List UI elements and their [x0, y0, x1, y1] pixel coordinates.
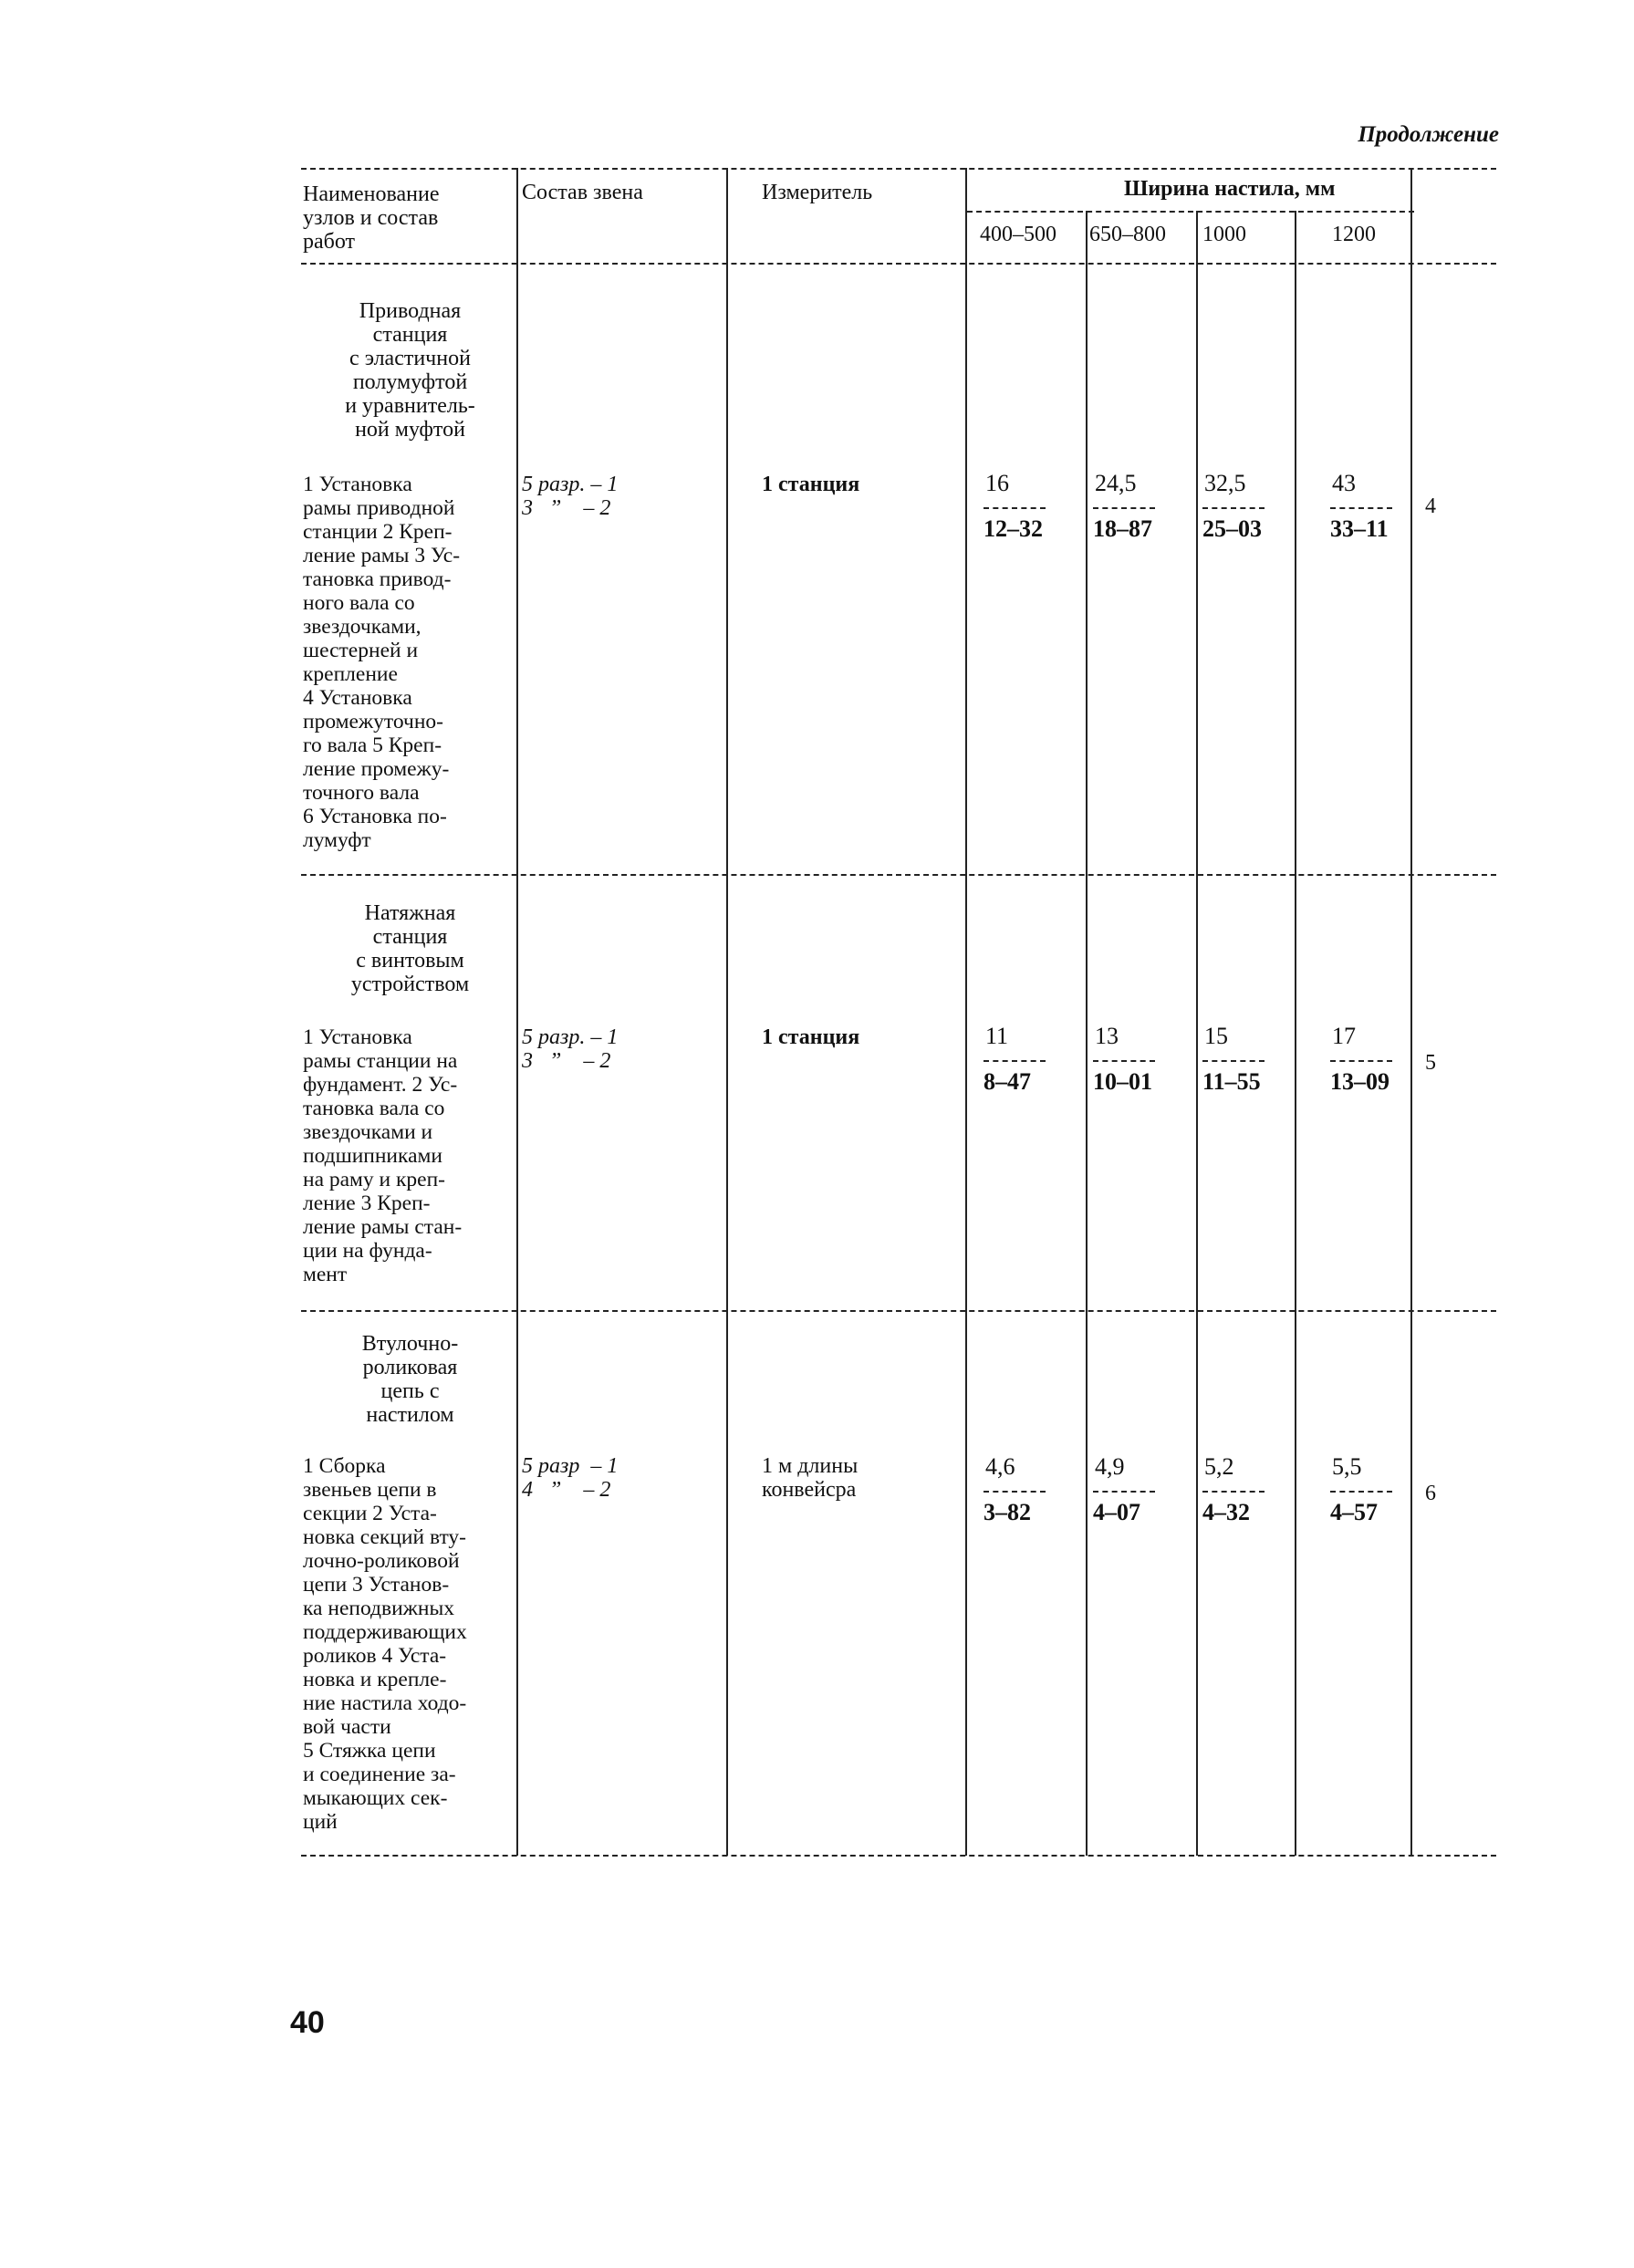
table-bottom-border [301, 1855, 1496, 1857]
header-col-crew: Состав звена [522, 181, 643, 204]
row-3-title: Втулочно- роликовая цепь с настилом [361, 1332, 459, 1427]
header-col-name: Наименование узлов и состав работ [303, 182, 440, 254]
row-2-number: 5 [1425, 1051, 1436, 1075]
row-2-norm-1: 11 [985, 1023, 1009, 1049]
column-divider-6 [1295, 211, 1296, 1856]
row-3-rate-3: 4–32 [1202, 1499, 1250, 1525]
row-2-title: Натяжная станция с винтовым устройством [350, 901, 470, 996]
header-width-4: 1200 [1332, 223, 1376, 246]
row-1-rate-1: 12–32 [984, 515, 1043, 542]
row-1-fraction-line-1 [984, 507, 1046, 509]
row-separator-2 [301, 1310, 1496, 1312]
column-divider-5 [1196, 211, 1198, 1856]
row-1-rate-3: 25–03 [1202, 515, 1262, 542]
column-divider-1 [516, 168, 518, 1856]
column-divider-3 [965, 168, 967, 1856]
header-width-3: 1000 [1202, 223, 1246, 246]
row-1-works: 1 Установка рамы приводной станции 2 Креп- ление рамы 3 Ус- тановка привод- ного вала со звездочками, шестерней и крепление 4 Установка промежуточно- го вала 5 Креп- ление промежу- точного вала 6 Установка по- лумуфт [303, 473, 461, 852]
row-2-crew: 5 разр. – 1 3 ” – 2 [522, 1025, 619, 1073]
row-2-norm-3: 15 [1204, 1023, 1228, 1049]
row-3-rate-4: 4–57 [1330, 1499, 1378, 1525]
row-3-rate-1: 3–82 [984, 1499, 1031, 1525]
row-1-norm-4: 43 [1332, 470, 1356, 496]
row-3-fraction-line-3 [1202, 1491, 1265, 1493]
row-1-norm-2: 24,5 [1095, 470, 1137, 496]
row-2-rate-1: 8–47 [984, 1068, 1031, 1095]
row-3-norm-4: 5,5 [1332, 1453, 1362, 1480]
row-3-fraction-line-1 [984, 1491, 1046, 1493]
header-bottom-border [301, 263, 1496, 265]
row-3-crew: 5 разр – 1 4 ” – 2 [522, 1454, 619, 1502]
row-1-fraction-line-3 [1202, 507, 1265, 509]
continuation-label: Продолжение [1358, 122, 1499, 147]
row-1-fraction-line-4 [1330, 507, 1392, 509]
row-1-fraction-line-2 [1093, 507, 1155, 509]
row-2-fraction-line-4 [1330, 1060, 1392, 1062]
row-2-works: 1 Установка рамы станции на фундамент. 2 Ус- тановка вала со звездочками и подшипниками на раму и креп- ление 3 Креп- ление рамы стан- ции на фунда- мент [303, 1025, 463, 1286]
row-3-norm-1: 4,6 [985, 1453, 1015, 1480]
row-3-fraction-line-4 [1330, 1491, 1392, 1493]
row-2-norm-4: 17 [1332, 1023, 1356, 1049]
header-width-2: 650–800 [1089, 223, 1166, 246]
width-header-divider [967, 211, 1414, 213]
column-divider-2 [726, 168, 728, 1856]
row-2-rate-3: 11–55 [1202, 1068, 1261, 1095]
row-2-norm-2: 13 [1095, 1023, 1119, 1049]
row-1-number: 4 [1425, 494, 1436, 518]
row-2-fraction-line-1 [984, 1060, 1046, 1062]
header-col-unit: Измеритель [762, 181, 873, 204]
column-divider-4 [1086, 211, 1088, 1856]
row-2-unit: 1 станция [762, 1025, 860, 1049]
page-number: 40 [290, 2005, 325, 2040]
row-1-crew: 5 разр. – 1 3 ” – 2 [522, 473, 619, 520]
row-1-unit: 1 станция [762, 473, 860, 496]
row-1-norm-1: 16 [985, 470, 1009, 496]
row-3-rate-2: 4–07 [1093, 1499, 1140, 1525]
row-2-fraction-line-2 [1093, 1060, 1155, 1062]
row-2-fraction-line-3 [1202, 1060, 1265, 1062]
row-3-works: 1 Сборка звеньев цепи в секции 2 Уста- новка секций вту- лочно-роликовой цепи 3 Установ- ка неподвижных поддерживающих роликов 4 Уста- новка и крепле- ние настила ходо- вой части 5 Стяжка цепи и соединение за- мыкающих сек- ций [303, 1454, 467, 1834]
header-width-1: 400–500 [980, 223, 1056, 246]
row-2-rate-4: 13–09 [1330, 1068, 1389, 1095]
row-3-number: 6 [1425, 1482, 1436, 1505]
row-2-rate-2: 10–01 [1093, 1068, 1152, 1095]
row-3-norm-2: 4,9 [1095, 1453, 1125, 1480]
column-divider-7 [1410, 168, 1412, 1856]
header-width-group: Ширина настила, мм [1124, 177, 1336, 201]
row-3-norm-3: 5,2 [1204, 1453, 1234, 1480]
row-1-title: Приводная станция с эластичной полумуфтой и уравнитель- ной муфтой [345, 299, 475, 442]
row-1-norm-3: 32,5 [1204, 470, 1246, 496]
row-separator-1 [301, 874, 1496, 876]
row-3-fraction-line-2 [1093, 1491, 1155, 1493]
table-top-border [301, 168, 1496, 170]
row-3-unit: 1 м длины конвейсра [762, 1454, 859, 1502]
row-1-rate-4: 33–11 [1330, 515, 1389, 542]
row-1-rate-2: 18–87 [1093, 515, 1152, 542]
